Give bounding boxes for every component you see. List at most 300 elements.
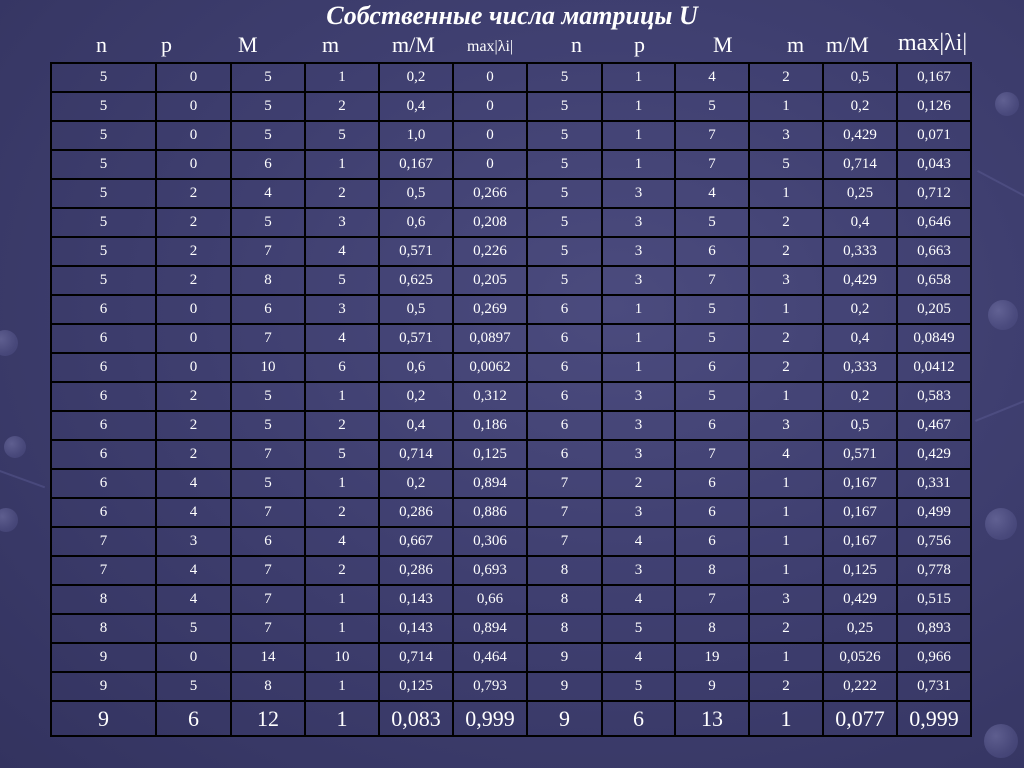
table-cell: 3 — [749, 266, 823, 295]
table-cell: 0,499 — [897, 498, 971, 527]
table-cell: 0 — [156, 63, 231, 92]
table-cell: 2 — [305, 411, 379, 440]
table-row — [51, 643, 971, 672]
table-cell: 0,5 — [823, 63, 897, 92]
table-cell: 0,646 — [897, 208, 971, 237]
table-cell: 0 — [156, 121, 231, 150]
table-cell: 5 — [602, 672, 675, 701]
table-cell: 5 — [305, 121, 379, 150]
decor-dot — [995, 92, 1019, 116]
table-cell: 0,583 — [897, 382, 971, 411]
table-cell: 5 — [231, 382, 305, 411]
table-cell: 1 — [305, 150, 379, 179]
table-cell: 8 — [527, 614, 602, 643]
table-cell: 0,2 — [379, 382, 453, 411]
table-cell: 0,793 — [453, 672, 527, 701]
table-cell: 0,125 — [823, 556, 897, 585]
table-cell: 0 — [453, 121, 527, 150]
table-cell: 2 — [156, 382, 231, 411]
table-cell: 1 — [749, 469, 823, 498]
table-cell: 6 — [51, 295, 156, 324]
table-cell: 6 — [231, 295, 305, 324]
table-cell: 3 — [602, 208, 675, 237]
table-cell: 0,2 — [823, 92, 897, 121]
table-cell: 4 — [305, 237, 379, 266]
table-cell: 6 — [527, 324, 602, 353]
table-cell: 2 — [305, 179, 379, 208]
table-cell: 0,0897 — [453, 324, 527, 353]
table-cell: 5 — [231, 63, 305, 92]
table-cell: 0,5 — [379, 295, 453, 324]
table-cell: 0,167 — [823, 469, 897, 498]
table-cell: 0,286 — [379, 556, 453, 585]
table-cell: 9 — [51, 643, 156, 672]
table-cell: 4 — [305, 324, 379, 353]
table-cell: 0,66 — [453, 585, 527, 614]
table-cell: 0 — [156, 295, 231, 324]
table-cell: 2 — [749, 208, 823, 237]
table-row — [51, 179, 971, 208]
table-cell: 2 — [602, 469, 675, 498]
table-cell: 12 — [231, 701, 305, 736]
table-cell: 0,886 — [453, 498, 527, 527]
table-cell: 6 — [231, 150, 305, 179]
table-cell: 8 — [527, 556, 602, 585]
table-cell: 1 — [305, 672, 379, 701]
table-cell: 0,222 — [823, 672, 897, 701]
header-n-left: n — [96, 32, 107, 57]
table-cell: 0,658 — [897, 266, 971, 295]
table-cell: 4 — [675, 63, 749, 92]
table-cell: 0,331 — [897, 469, 971, 498]
table-cell: 10 — [231, 353, 305, 382]
table-cell: 5 — [156, 672, 231, 701]
table-cell: 6 — [527, 295, 602, 324]
table-cell: 2 — [156, 266, 231, 295]
table-cell: 0,25 — [823, 179, 897, 208]
table-cell: 3 — [749, 585, 823, 614]
table-cell: 6 — [527, 440, 602, 469]
table-cell: 4 — [749, 440, 823, 469]
table-cell: 5 — [51, 266, 156, 295]
header-m-left: m — [322, 32, 340, 57]
slide-title: Собственные числа матрицы U — [326, 1, 698, 30]
table-row — [51, 498, 971, 527]
table-cell: 4 — [156, 469, 231, 498]
decor-dot — [0, 330, 18, 356]
header-m-right: m — [787, 32, 805, 57]
table-cell: 5 — [749, 150, 823, 179]
table-cell: 0,6 — [379, 208, 453, 237]
table-cell: 1 — [749, 643, 823, 672]
table-cell: 3 — [602, 440, 675, 469]
table-row — [51, 92, 971, 121]
table-cell: 7 — [527, 527, 602, 556]
table-cell: 2 — [156, 208, 231, 237]
table-cell: 0,571 — [823, 440, 897, 469]
table-cell: 9 — [527, 643, 602, 672]
decor-dot — [985, 508, 1017, 540]
table-cell: 1 — [305, 469, 379, 498]
table-cell: 0,778 — [897, 556, 971, 585]
table-cell: 2 — [749, 672, 823, 701]
table-cell: 3 — [749, 411, 823, 440]
table-cell: 0,663 — [897, 237, 971, 266]
table-cell: 2 — [749, 324, 823, 353]
table-cell: 6 — [675, 469, 749, 498]
table-row — [51, 585, 971, 614]
table-cell: 0,429 — [823, 585, 897, 614]
table-cell: 3 — [602, 382, 675, 411]
decor-line — [975, 398, 1024, 422]
table-cell: 5 — [51, 179, 156, 208]
table-row — [51, 295, 971, 324]
table-cell: 7 — [675, 440, 749, 469]
table-cell: 1 — [749, 295, 823, 324]
table-cell: 0,333 — [823, 353, 897, 382]
decor-dot — [0, 508, 18, 532]
table-cell: 2 — [749, 63, 823, 92]
table-cell: 1 — [749, 527, 823, 556]
table-cell: 0,712 — [897, 179, 971, 208]
table-cell: 6 — [231, 527, 305, 556]
table-cell: 7 — [675, 266, 749, 295]
table-cell: 1 — [602, 121, 675, 150]
table-cell: 6 — [602, 701, 675, 736]
table-cell: 0,966 — [897, 643, 971, 672]
table-cell: 0,571 — [379, 324, 453, 353]
table-cell: 5 — [527, 121, 602, 150]
table-cell: 0,126 — [897, 92, 971, 121]
table-cell: 7 — [51, 556, 156, 585]
table-cell: 0,515 — [897, 585, 971, 614]
table-cell: 0,125 — [453, 440, 527, 469]
table-cell: 5 — [527, 237, 602, 266]
table-row — [51, 63, 971, 92]
table-row — [51, 208, 971, 237]
table-cell: 6 — [527, 353, 602, 382]
table-cell: 0,2 — [823, 382, 897, 411]
table-cell: 0,4 — [823, 208, 897, 237]
table-cell: 5 — [675, 92, 749, 121]
table-cell: 6 — [675, 498, 749, 527]
table-cell: 2 — [305, 498, 379, 527]
table-cell: 5 — [51, 237, 156, 266]
table-cell: 0 — [453, 150, 527, 179]
table-cell: 2 — [156, 179, 231, 208]
table-cell: 4 — [602, 643, 675, 672]
table-cell: 7 — [231, 440, 305, 469]
table-cell: 1 — [749, 179, 823, 208]
table-cell: 5 — [602, 614, 675, 643]
table-cell: 5 — [527, 208, 602, 237]
table-cell: 2 — [749, 614, 823, 643]
table-cell: 0,286 — [379, 498, 453, 527]
table-cell: 13 — [675, 701, 749, 736]
table-cell: 6 — [51, 411, 156, 440]
table-cell: 6 — [305, 353, 379, 382]
table-cell: 0,167 — [897, 63, 971, 92]
table-cell: 0,667 — [379, 527, 453, 556]
table-cell: 8 — [675, 556, 749, 585]
table-row — [51, 469, 971, 498]
table-cell: 1 — [602, 295, 675, 324]
table-cell: 3 — [602, 556, 675, 585]
table-cell: 1 — [305, 382, 379, 411]
table-cell: 0,269 — [453, 295, 527, 324]
table-row — [51, 353, 971, 382]
header-M-left: M — [238, 32, 258, 57]
table-cell: 9 — [527, 701, 602, 736]
header-p-right: p — [634, 32, 645, 57]
table-cell: 6 — [51, 498, 156, 527]
table-cell: 5 — [51, 63, 156, 92]
table-cell: 2 — [749, 353, 823, 382]
table-cell: 4 — [602, 585, 675, 614]
decor-dot — [988, 300, 1018, 330]
table-cell: 1 — [305, 701, 379, 736]
table-cell: 0,5 — [823, 411, 897, 440]
table-row — [51, 237, 971, 266]
table-cell: 7 — [675, 150, 749, 179]
table-cell: 0,208 — [453, 208, 527, 237]
table-cell: 5 — [51, 150, 156, 179]
table-cell: 0,467 — [897, 411, 971, 440]
table-cell: 0,125 — [379, 672, 453, 701]
table-cell: 0,071 — [897, 121, 971, 150]
table-cell: 2 — [749, 237, 823, 266]
table-cell: 0,4 — [379, 92, 453, 121]
table-row — [51, 411, 971, 440]
table-cell: 5 — [675, 382, 749, 411]
table-cell: 5 — [527, 266, 602, 295]
table-cell: 9 — [51, 701, 156, 736]
table-cell: 6 — [675, 353, 749, 382]
table-cell: 5 — [305, 266, 379, 295]
header-m-over-M-right: m/M — [826, 32, 869, 57]
table-body — [51, 63, 971, 736]
header-n-right: n — [571, 32, 582, 57]
table-cell: 3 — [602, 266, 675, 295]
table-cell: 5 — [305, 440, 379, 469]
table-row — [51, 121, 971, 150]
table-cell: 0,25 — [823, 614, 897, 643]
table-cell: 9 — [527, 672, 602, 701]
table-cell: 7 — [231, 498, 305, 527]
table-cell: 0 — [156, 353, 231, 382]
table-cell: 6 — [51, 469, 156, 498]
eigenvalues-table — [50, 62, 972, 737]
table-cell: 1 — [602, 150, 675, 179]
table-cell: 0,429 — [897, 440, 971, 469]
table-cell: 0,143 — [379, 585, 453, 614]
table-cell: 0 — [156, 643, 231, 672]
table-cell: 0,756 — [897, 527, 971, 556]
table-cell: 0,714 — [379, 440, 453, 469]
table-cell: 1 — [749, 92, 823, 121]
table-cell: 0 — [156, 324, 231, 353]
table-cell: 3 — [602, 179, 675, 208]
table-row — [51, 382, 971, 411]
table-cell: 5 — [675, 208, 749, 237]
header-max-lambda-right: max|λi| — [898, 30, 968, 56]
table-cell: 6 — [527, 411, 602, 440]
table-cell: 0 — [156, 150, 231, 179]
table-cell: 0,893 — [897, 614, 971, 643]
table-cell: 9 — [675, 672, 749, 701]
table-cell: 0,266 — [453, 179, 527, 208]
table-cell: 0,205 — [897, 295, 971, 324]
table-cell: 0,6 — [379, 353, 453, 382]
table-cell: 5 — [231, 92, 305, 121]
table-cell: 5 — [51, 92, 156, 121]
table-cell: 0 — [453, 63, 527, 92]
table-cell: 5 — [231, 121, 305, 150]
table-cell: 2 — [156, 411, 231, 440]
table-cell: 0 — [156, 92, 231, 121]
table-cell: 1,0 — [379, 121, 453, 150]
table-row — [51, 150, 971, 179]
table-cell: 0,167 — [379, 150, 453, 179]
header-m-over-M-left: m/M — [392, 32, 435, 57]
table-cell: 1 — [305, 63, 379, 92]
table-row — [51, 672, 971, 701]
table-cell: 4 — [675, 179, 749, 208]
table-cell: 0,2 — [379, 469, 453, 498]
table-cell: 6 — [156, 701, 231, 736]
decor-dot — [984, 724, 1018, 758]
table-cell: 2 — [156, 440, 231, 469]
table-cell: 5 — [156, 614, 231, 643]
table-cell: 5 — [527, 150, 602, 179]
table-cell: 6 — [675, 411, 749, 440]
table-cell: 4 — [156, 585, 231, 614]
table-cell: 8 — [51, 585, 156, 614]
table-cell: 5 — [231, 411, 305, 440]
table-cell: 4 — [305, 527, 379, 556]
column-header-row — [0, 30, 1024, 60]
table-cell: 3 — [749, 121, 823, 150]
table-cell: 10 — [305, 643, 379, 672]
table-cell: 7 — [675, 121, 749, 150]
table-cell: 7 — [527, 469, 602, 498]
table-cell: 0,731 — [897, 672, 971, 701]
table-cell: 0,894 — [453, 614, 527, 643]
table-cell: 6 — [51, 440, 156, 469]
table-cell: 0,167 — [823, 527, 897, 556]
table-row — [51, 614, 971, 643]
table-cell: 0,083 — [379, 701, 453, 736]
table-row — [51, 527, 971, 556]
table-cell: 6 — [51, 353, 156, 382]
table-cell: 0,0526 — [823, 643, 897, 672]
table-cell: 3 — [602, 411, 675, 440]
table-cell: 19 — [675, 643, 749, 672]
table-cell: 5 — [527, 179, 602, 208]
table-cell: 6 — [527, 382, 602, 411]
table-cell: 1 — [602, 63, 675, 92]
table-cell: 0,306 — [453, 527, 527, 556]
table-cell: 8 — [231, 672, 305, 701]
table-cell: 0 — [453, 92, 527, 121]
table-cell: 6 — [51, 382, 156, 411]
decor-dot — [4, 436, 26, 458]
table-cell: 2 — [305, 556, 379, 585]
table-cell: 7 — [527, 498, 602, 527]
table-cell: 6 — [675, 237, 749, 266]
table-cell: 0,2 — [823, 295, 897, 324]
table-cell: 9 — [51, 672, 156, 701]
table-cell: 3 — [602, 237, 675, 266]
table-cell: 8 — [675, 614, 749, 643]
table-row — [51, 556, 971, 585]
table-cell: 5 — [527, 92, 602, 121]
table-cell: 0,4 — [379, 411, 453, 440]
decor-line — [977, 170, 1024, 200]
table-cell: 2 — [305, 92, 379, 121]
table-cell: 5 — [675, 324, 749, 353]
table-cell: 8 — [527, 585, 602, 614]
table-cell: 7 — [231, 237, 305, 266]
table-cell: 7 — [231, 585, 305, 614]
table-cell: 5 — [51, 208, 156, 237]
table-row — [51, 266, 971, 295]
table-cell: 0,2 — [379, 63, 453, 92]
table-cell: 2 — [156, 237, 231, 266]
table-cell: 3 — [305, 295, 379, 324]
table-cell: 0,167 — [823, 498, 897, 527]
table-cell: 1 — [749, 498, 823, 527]
decor-line — [0, 470, 45, 488]
table-cell: 1 — [749, 382, 823, 411]
table-cell: 0,693 — [453, 556, 527, 585]
table-cell: 7 — [231, 556, 305, 585]
table-cell: 5 — [231, 208, 305, 237]
table-cell: 1 — [749, 701, 823, 736]
table-cell: 4 — [231, 179, 305, 208]
table-cell: 0,226 — [453, 237, 527, 266]
table-cell: 6 — [675, 527, 749, 556]
table-cell: 0,999 — [453, 701, 527, 736]
table-cell: 4 — [156, 498, 231, 527]
table-cell: 4 — [602, 527, 675, 556]
table-cell: 0,714 — [823, 150, 897, 179]
table-cell: 0,205 — [453, 266, 527, 295]
table-cell: 0,0062 — [453, 353, 527, 382]
table-cell: 0,4 — [823, 324, 897, 353]
table-cell: 0,5 — [379, 179, 453, 208]
table-cell: 0,625 — [379, 266, 453, 295]
table-cell: 1 — [749, 556, 823, 585]
table-cell: 0,999 — [897, 701, 971, 736]
table-cell: 0,571 — [379, 237, 453, 266]
table-row — [51, 440, 971, 469]
table-cell: 1 — [602, 324, 675, 353]
table-cell: 0,333 — [823, 237, 897, 266]
table-cell: 1 — [305, 614, 379, 643]
table-cell: 4 — [156, 556, 231, 585]
table-cell: 7 — [675, 585, 749, 614]
header-max-lambda-left: max|λi| — [467, 38, 514, 55]
table-cell: 1 — [305, 585, 379, 614]
table-cell: 5 — [231, 469, 305, 498]
table-cell: 0,186 — [453, 411, 527, 440]
header-p-left: p — [161, 32, 172, 57]
table-cell: 5 — [527, 63, 602, 92]
table-row — [51, 324, 971, 353]
header-M-right: M — [713, 32, 733, 57]
table-cell: 3 — [156, 527, 231, 556]
